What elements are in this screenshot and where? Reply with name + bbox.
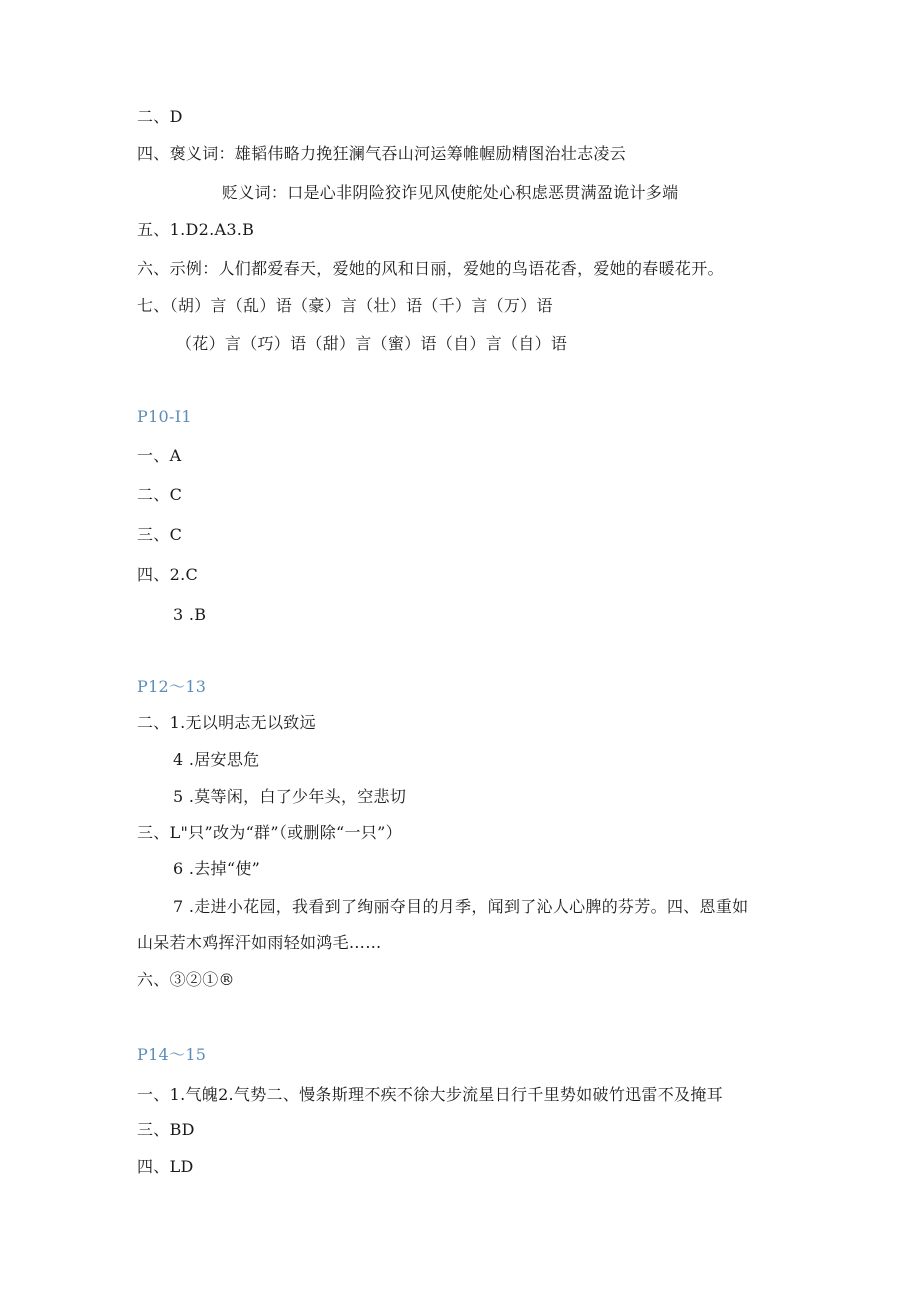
answer-line: 二、D [137, 107, 183, 126]
answer-line: 3 .B [173, 605, 207, 624]
answer-line: 6 .去掉“使” [173, 859, 261, 878]
section-heading-p12: P12～13 [137, 677, 207, 696]
answer-line: 七、（胡）言（乱）语（豪）言（壮）语（千）言（万）语 [137, 296, 553, 315]
answer-line: 二、1.无以明志无以致远 [137, 713, 316, 732]
answer-line: 四、褒义词：雄韬伟略力挽狂澜气吞山河运筹帷幄励精图治壮志凌云 [137, 144, 627, 163]
answer-line: 一、1.气魄2.气势二、慢条斯理不疾不徐大步流星日行千里势如破竹迅雷不及掩耳 [137, 1085, 723, 1104]
answer-line: 六、示例：人们都爱春天，爱她的风和日丽，爱她的鸟语花香，爱她的春暖花开。 [137, 259, 724, 278]
answer-line: 五、1.D2.A3.B [137, 220, 255, 239]
answer-line: 贬义词：口是心非阴险狡诈见风使舵处心积虑恶贯满盈诡计多端 [222, 183, 679, 202]
answer-line: 山呆若木鸡挥汗如雨轻如鸿毛…… [137, 933, 382, 952]
answer-line: 7 .走进小花园，我看到了绚丽夺目的月季，闻到了沁人心脾的芬芳。四、恩重如 [173, 897, 749, 916]
answer-line: 5 .莫等闲，白了少年头，空悲切 [173, 787, 407, 806]
answer-line: 四、LD [137, 1157, 194, 1176]
answer-line: 三、L"只”改为“群”（或删除“一只”） [137, 823, 402, 842]
answer-line: 一、A [137, 446, 182, 465]
answer-line: 六、③②①® [137, 970, 235, 989]
answer-line: 三、BD [137, 1120, 195, 1139]
answer-line: 三、C [137, 525, 183, 544]
answer-line: （花）言（巧）语（甜）言（蜜）语（自）言（自）语 [176, 334, 568, 353]
answer-line: 二、C [137, 485, 183, 504]
answer-line: 4 .居安思危 [173, 750, 260, 769]
answer-line: 四、2.C [137, 565, 199, 584]
section-heading-p10: P10-I1 [137, 407, 192, 426]
section-heading-p14: P14～15 [137, 1045, 207, 1064]
